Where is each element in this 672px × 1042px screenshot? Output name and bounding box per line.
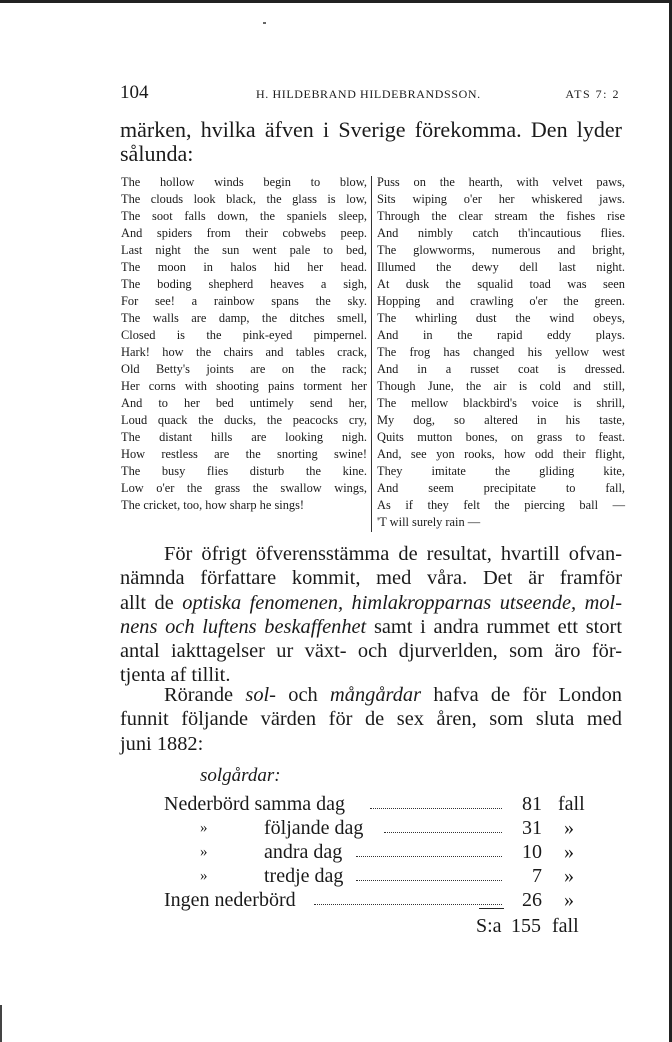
poem-line: Closed is the pink-eyed pimpernel. [121,328,367,342]
text-run: hafva de för London [421,684,622,706]
poem-line: Low o'er the grass the swallow wings, [121,481,367,495]
paragraph-line: funnit följande värden för de sex åren, som sluta med [120,708,622,731]
text-run: samt i andra rummet ett stort [366,615,622,638]
poem-line: They imitate the gliding kite, [377,464,625,478]
row-label: Nederbörd samma dag [164,793,346,815]
paragraph-line: nämnda författare kommit, med våra. Det är framför [120,567,622,590]
poem-line: As if they felt the piercing ball — [377,498,625,512]
ditto-mark: » [200,868,208,884]
poem-column-divider [371,176,372,532]
poem-line: Old Betty's joints are on the rack; [121,362,367,376]
row-label: Ingen nederbörd [164,889,296,911]
poem-line: At dusk the squalid toad was seen [377,277,625,291]
sum-rule [479,908,504,909]
leader-dots [356,878,502,881]
intro-text [120,118,622,166]
poem-line: The whirling dust the wind obeys, [377,311,625,325]
poem-line: Puss on the hearth, with velvet paws, [377,175,625,189]
poem-line: The cricket, too, how sharp he sings! [121,498,305,512]
intro-line: märken, hvilka äfven i Sverige förekomma. Den lyder [120,117,622,142]
scan-border-left [0,1005,2,1042]
poem-line: Loud quack the ducks, the peacocks cry, [121,413,367,427]
row-value: 26 [522,889,542,911]
poem-column-right [377,174,625,531]
poem-line: For see! a rainbow spans the sky. [121,294,367,308]
poem-line: 'T will surely rain — [377,515,481,529]
table-row [120,817,622,841]
text-run: allt de [120,591,183,614]
paragraph-line [120,615,622,639]
row-unit: » [564,889,574,911]
row-value: 31 [522,817,542,839]
poem-line: My dog, so altered in his taste, [377,413,625,427]
paragraph-line: tjenta af tillit. [120,664,231,687]
leader-dots [370,806,502,809]
table-row [120,793,622,817]
row-unit: fall [558,793,585,815]
poem-line: And spiders from their cobwebs peep. [121,226,367,240]
page-header [120,82,624,106]
row-label: tredje dag [264,865,344,887]
poem-line: And in a russet coat is dressed. [377,362,625,376]
poem-line: Though June, the air is cold and still, [377,379,625,393]
poem-line: The hollow winds begin to blow, [121,175,367,189]
row-label: följande dag [264,817,364,839]
poem-line: How restless are the snorting swine! [121,447,367,461]
poem-line: And seem precipitate to fall, [377,481,625,495]
poem-line: The walls are damp, the ditches smell, [121,311,367,325]
running-title: H. HILDEBRAND HILDEBRANDSSON. [256,87,481,101]
paragraph-results [120,542,622,688]
ditto-mark: » [200,844,208,860]
ditto-mark: » [200,820,208,836]
emphasis-text: sol- [245,684,276,706]
poem-line: Illumed the dewy dell last night. [377,260,625,274]
poem-line: Quits mutton bones, on grass to feast. [377,430,625,444]
poem-line: The moon in halos hid her head. [121,260,367,274]
row-label: andra dag [264,841,343,863]
poem-column-left [121,174,367,514]
poem-line: The distant hills are looking nigh. [121,430,367,444]
poem-line: The glowworms, numerous and bright, [377,243,625,257]
intro-line: sålunda: [120,141,194,166]
row-value: 7 [532,865,542,887]
poem-line: The busy flies disturb the kine. [121,464,367,478]
row-value: 10 [522,841,542,863]
row-unit: » [564,865,574,887]
text-run: Rörande [164,684,246,706]
total-label: S:a [476,915,502,937]
poem-line: The mellow blackbird's voice is shrill, [377,396,625,410]
paragraph-halos [120,683,622,756]
row-value: 81 [522,793,542,815]
emphasis-text: nens och luftens beskaffenhet [120,615,367,638]
poem-line: The soot falls down, the spaniels sleep, [121,209,367,223]
paragraph-line: antal iakttagelser ur växt- och djurverlden, som äro för- [120,640,622,663]
poem-line: The frog has changed his yellow west [377,345,625,359]
scan-speck [263,22,266,24]
poem-line: And to her bed untimely send her, [121,396,367,410]
poem-line: Hopping and crawling o'er the green. [377,294,625,308]
poem-line: And nimbly catch th'incautious flies. [377,226,625,240]
poem-line: And, see yon rooks, how odd their flight, [377,447,625,461]
poem-line: Through the clear stream the fishes rise [377,209,625,223]
emphasis-text: optiska fenomenen, himlakropparnas utseende, mol- [182,591,622,614]
poem-line: Last night the sun went pale to bed, [121,243,367,257]
scan-border-top [0,0,672,3]
table-heading: solgårdar: [200,765,281,786]
emphasis-text: mångårdar [330,684,422,706]
row-unit: » [564,817,574,839]
table-row [120,841,622,865]
poem-line: And in the rapid eddy plays. [377,328,625,342]
table-row [120,865,622,889]
journal-reference: ATS 7: 2 [565,87,620,101]
paragraph-line [120,683,622,707]
row-unit: » [564,841,574,863]
page-number: 104 [120,82,149,103]
paragraph-line: För öfrigt öfverensstämma de resultat, hvartill ofvan- [164,543,622,565]
poem-line: The clouds look black, the glass is low, [121,192,367,206]
text-run: och [275,684,331,706]
table-total-row [120,915,622,939]
total-unit: fall [552,915,579,937]
leader-dots [384,830,502,833]
poem-line: Sits wiping o'er her whiskered jaws. [377,192,625,206]
paragraph-line [120,591,622,615]
leader-dots [314,902,502,905]
paragraph-line: juni 1882: [120,732,204,755]
total-value: 155 [511,915,541,937]
table-row [120,889,622,913]
poem-line: The boding shepherd heaves a sigh, [121,277,367,291]
leader-dots [356,854,502,857]
poem-line: Hark! how the chairs and tables crack, [121,345,367,359]
poem-line: Her corns with shooting pains torment her [121,379,367,393]
